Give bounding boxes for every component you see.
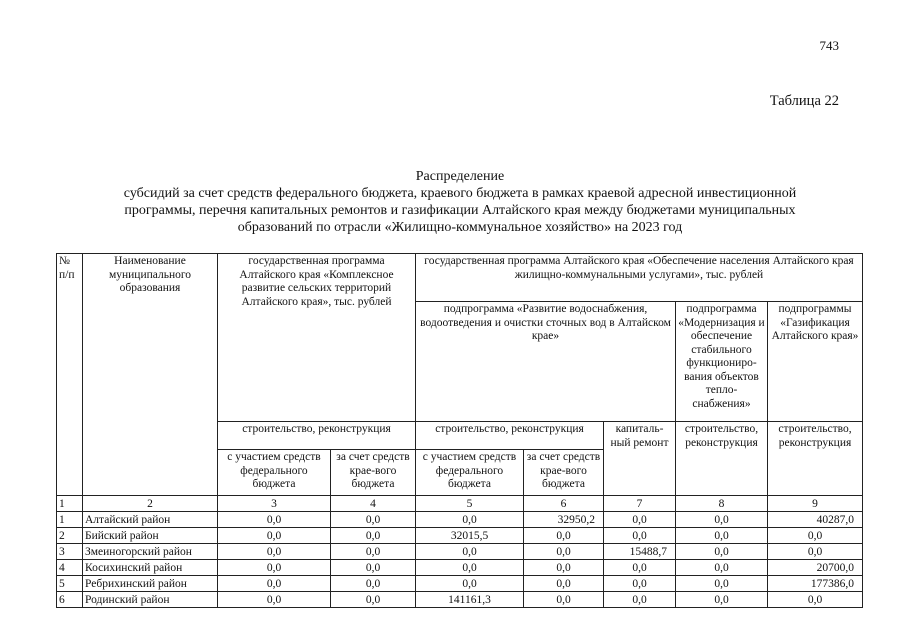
row-value: 0,0	[676, 544, 768, 560]
table-row	[57, 528, 863, 544]
row-value: 0,0	[331, 560, 416, 576]
row-value: 0,0	[218, 592, 331, 608]
row-value: 177386,0	[768, 576, 863, 592]
row-value: 0,0	[768, 528, 863, 544]
column-number-row	[57, 496, 863, 512]
table-label: Таблица 22	[769, 93, 839, 109]
header-name: Наименование муниципального образования	[83, 254, 218, 496]
header-capital-repair: капиталь-ный ремонт	[604, 422, 676, 496]
row-value: 0,0	[218, 528, 331, 544]
row-value: 32950,2	[524, 512, 604, 528]
row-value: 15488,7	[604, 544, 676, 560]
row-value: 0,0	[218, 512, 331, 528]
document-title	[60, 168, 860, 236]
row-value: 0,0	[676, 512, 768, 528]
row-value: 0,0	[604, 576, 676, 592]
column-number: 4	[331, 496, 416, 512]
header-program-utilities: государственная программа Алтайского края «Обеспечение населения Алтайского края жилищно-коммунальными услугами», тыс. рублей	[416, 254, 863, 302]
row-value: 0,0	[416, 576, 524, 592]
header-sub-gas: подпрограммы «Газификация Алтайского края»	[768, 302, 863, 422]
row-value: 141161,3	[416, 592, 524, 608]
row-num: 4	[57, 560, 83, 576]
row-value: 0,0	[768, 592, 863, 608]
row-value: 0,0	[524, 560, 604, 576]
row-value: 0,0	[331, 512, 416, 528]
row-value: 0,0	[331, 528, 416, 544]
row-district: Змеиногорский район	[83, 544, 218, 560]
row-value: 0,0	[524, 544, 604, 560]
row-value: 0,0	[331, 576, 416, 592]
title-line-3: программы, перечня капитальных ремонтов и газификации Алтайского края между бюджетами муниципальных	[124, 203, 796, 218]
header-with-federal-water: с участием средств федерального бюджета	[416, 450, 524, 496]
header-construction-heat: строительство, реконструкция	[676, 422, 768, 496]
row-value: 0,0	[604, 560, 676, 576]
header-sub-heat: подпрограмма «Модернизация и обеспечение стабильного функциониро-вания объектов тепло-снабжения»	[676, 302, 768, 422]
row-value: 0,0	[676, 576, 768, 592]
header-num: № п/п	[57, 254, 83, 496]
header-regional-rural: за счет средств крае-вого бюджета	[331, 450, 416, 496]
column-number: 6	[524, 496, 604, 512]
page-number: 743	[819, 38, 839, 53]
row-district: Бийский район	[83, 528, 218, 544]
table-row	[57, 592, 863, 608]
column-number: 5	[416, 496, 524, 512]
row-value: 0,0	[768, 544, 863, 560]
row-num: 6	[57, 592, 83, 608]
row-value: 0,0	[604, 592, 676, 608]
row-district: Ребрихинский район	[83, 576, 218, 592]
header-program-rural: государственная программа Алтайского края «Комплексное развитие сельских территорий Алтайского края», тыс. рублей	[218, 254, 416, 422]
row-value: 0,0	[604, 528, 676, 544]
row-value: 0,0	[218, 560, 331, 576]
table-row	[57, 560, 863, 576]
row-value: 0,0	[416, 560, 524, 576]
row-value: 0,0	[676, 528, 768, 544]
row-num: 2	[57, 528, 83, 544]
row-value: 0,0	[676, 560, 768, 576]
row-value: 0,0	[218, 576, 331, 592]
column-number: 2	[83, 496, 218, 512]
header-construction-rural: строительство, реконструкция	[218, 422, 416, 450]
row-num: 5	[57, 576, 83, 592]
row-district: Алтайский район	[83, 512, 218, 528]
row-value: 0,0	[331, 544, 416, 560]
title-line-1: Распределение	[415, 169, 505, 184]
table-row	[57, 512, 863, 528]
column-number: 9	[768, 496, 863, 512]
row-value: 0,0	[416, 544, 524, 560]
title-line-4: образований по отрасли «Жилищно-коммунальное хозяйство» на 2023 год	[237, 220, 683, 235]
subsidy-table	[56, 253, 863, 608]
row-district: Родинский район	[83, 592, 218, 608]
row-value: 0,0	[524, 576, 604, 592]
row-value: 0,0	[604, 512, 676, 528]
table-row	[57, 576, 863, 592]
header-construction-gas: строительство, реконструкция	[768, 422, 863, 496]
row-district: Косихинский район	[83, 560, 218, 576]
row-num: 1	[57, 512, 83, 528]
header-with-federal-rural: с участием средств федерального бюджета	[218, 450, 331, 496]
column-number: 3	[218, 496, 331, 512]
header-regional-water: за счет средств крае-вого бюджета	[524, 450, 604, 496]
row-value: 32015,5	[416, 528, 524, 544]
title-line-2: субсидий за счет средств федерального бюджета, краевого бюджета в рамках краевой адресной инвестиционной	[123, 186, 797, 201]
row-value: 0,0	[676, 592, 768, 608]
table-row	[57, 544, 863, 560]
header-construction-water: строительство, реконструкция	[416, 422, 604, 450]
row-value: 0,0	[331, 592, 416, 608]
row-value: 0,0	[524, 592, 604, 608]
row-value: 0,0	[218, 544, 331, 560]
row-value: 20700,0	[768, 560, 863, 576]
row-value: 0,0	[416, 512, 524, 528]
column-number: 7	[604, 496, 676, 512]
row-value: 40287,0	[768, 512, 863, 528]
header-sub-water: подпрограмма «Развитие водоснабжения, водоотведения и очистки сточных вод в Алтайском крае»	[416, 302, 676, 422]
column-number: 8	[676, 496, 768, 512]
row-value: 0,0	[524, 528, 604, 544]
column-number: 1	[57, 496, 83, 512]
row-num: 3	[57, 544, 83, 560]
